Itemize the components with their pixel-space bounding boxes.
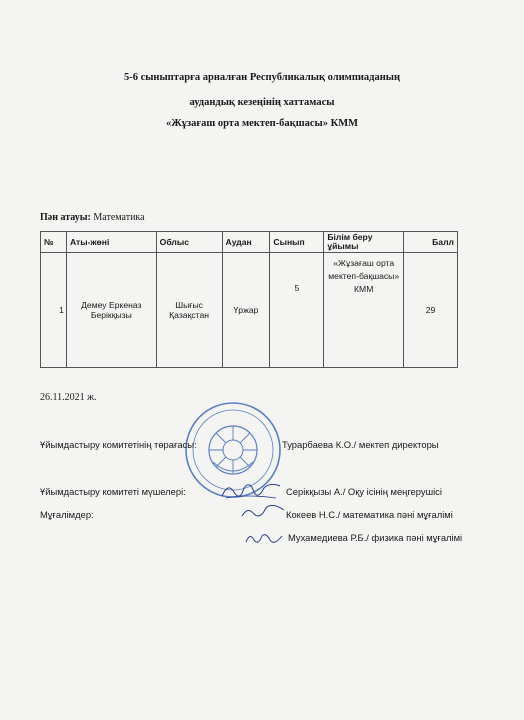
document-title-line-1: 5-6 сыныптарға арналған Республикалық олимпиаданың <box>123 72 401 83</box>
document-title-line-2: аудандық кезеңінің хаттамасы <box>189 97 335 108</box>
cell-district: Үржар <box>222 253 270 368</box>
cell-name: Демеу Еркеназ Берікқызы <box>66 253 156 368</box>
document-date: 26.11.2021 ж. <box>40 392 97 403</box>
header-grade: Сынып <box>270 232 324 253</box>
members-label: Ұйымдастыру комитеті мүшелері: <box>40 486 186 497</box>
table-header-row <box>41 232 458 253</box>
cell-grade: 5 <box>270 253 324 368</box>
header-school: Білім беру ұйымы <box>324 232 404 253</box>
subject-line <box>40 212 145 223</box>
header-district: Аудан <box>222 232 270 253</box>
cell-school: «Жұзағаш орта мектеп-бақшасы» КММ <box>324 253 404 368</box>
results-table <box>40 231 458 368</box>
cell-score: 29 <box>404 253 458 368</box>
teachers-label: Мұғалімдер: <box>40 509 94 520</box>
document-title-line-3: «Жұзағаш орта мектеп-бақшасы» КММ <box>165 118 359 129</box>
subject-value: Математика <box>93 212 145 223</box>
table-row <box>41 253 458 368</box>
chair-label: Ұйымдастыру комитетінің төрағасы: <box>40 439 197 450</box>
header-region: Облыс <box>156 232 222 253</box>
chair-name: Турарбаева К.О./ мектеп директоры <box>282 439 439 450</box>
cell-number: 1 <box>41 253 67 368</box>
signature-teacher-2-icon <box>244 528 284 548</box>
header-name: Аты-жөні <box>66 232 156 253</box>
member-1-name: Серікқызы А./ Оқу ісінің меңгерушісі <box>286 486 442 497</box>
signature-teacher-1-icon <box>240 500 286 522</box>
subject-label: Пән атауы: <box>40 212 91 223</box>
header-number: № <box>41 232 67 253</box>
header-score: Балл <box>404 232 458 253</box>
cell-region: Шығыс Қазақстан <box>156 253 222 368</box>
teacher-1-name: Кокеев Н.С./ математика пәні мұғалімі <box>286 509 453 520</box>
teacher-2-name: Мухамедиева Р.Б./ физика пәні мұғалімі <box>288 532 463 543</box>
